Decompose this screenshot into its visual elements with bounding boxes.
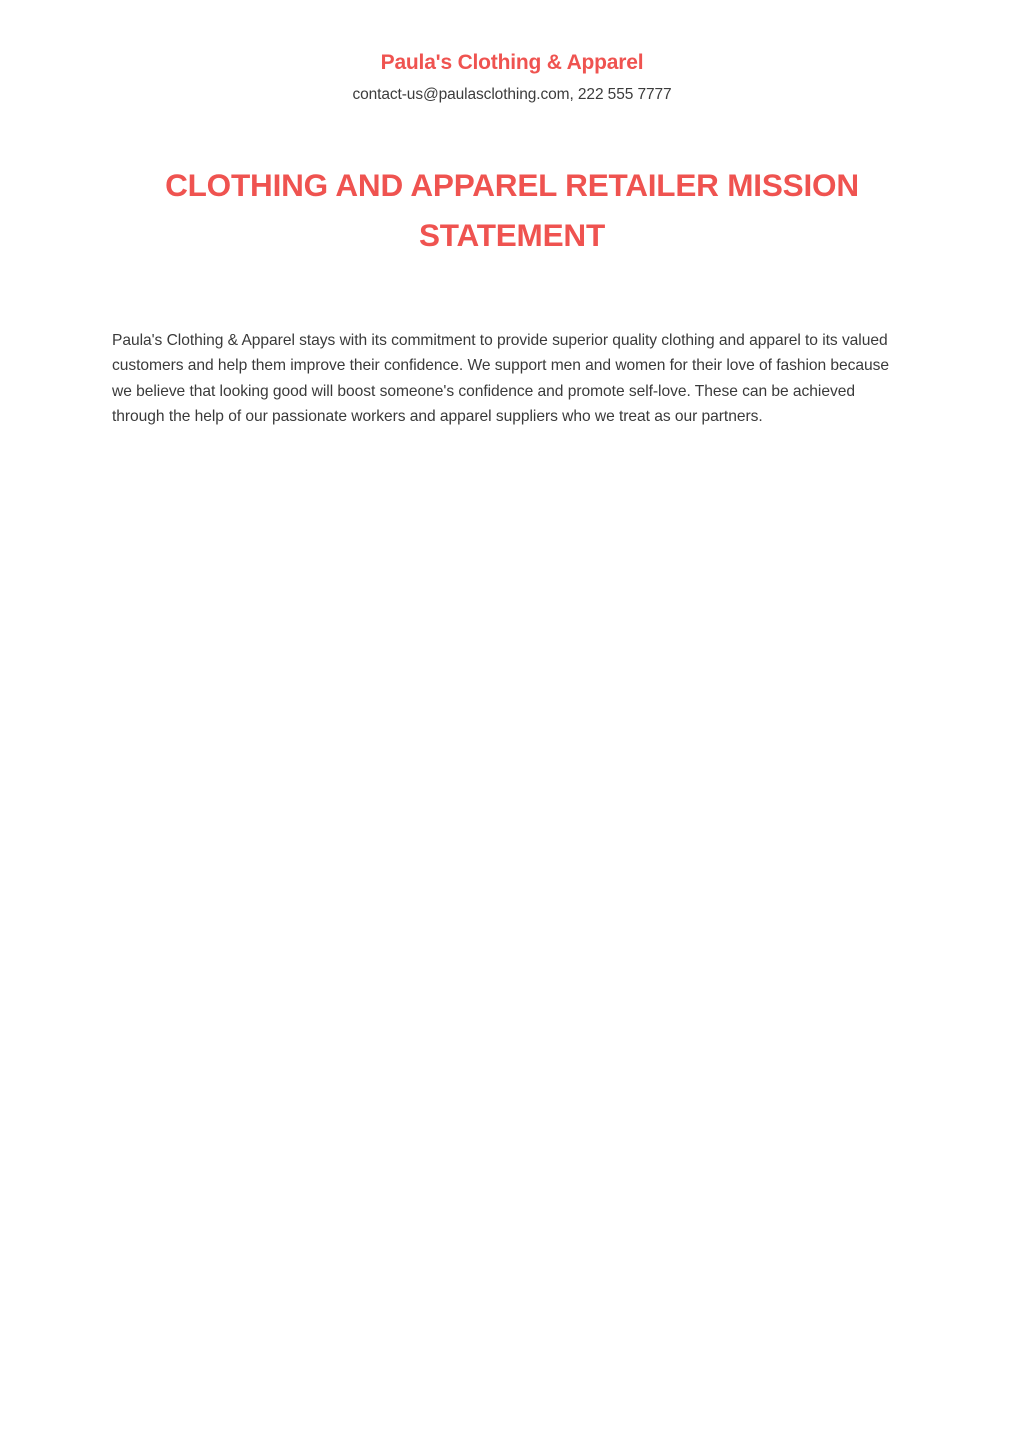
document-body	[112, 328, 896, 429]
company-name: Paula's Clothing & Apparel	[380, 51, 644, 74]
mission-statement-paragraph: Paula's Clothing & Apparel stays with its commitment to provide superior quality clothing and apparel to its valued customers and help them improve their confidence. We support men and women for their love of fashion because we believe that looking good will boost someone's confidence and promote self-love. These can be achieved through the help of our passionate workers and apparel suppliers who we treat as our partners.	[112, 331, 890, 425]
letterhead	[0, 0, 1024, 105]
company-contact-info: contact-us@paulasclothing.com, 222 555 7777	[352, 86, 672, 104]
page-title: CLOTHING AND APPAREL RETAILER MISSION STATEMENT	[165, 167, 859, 254]
